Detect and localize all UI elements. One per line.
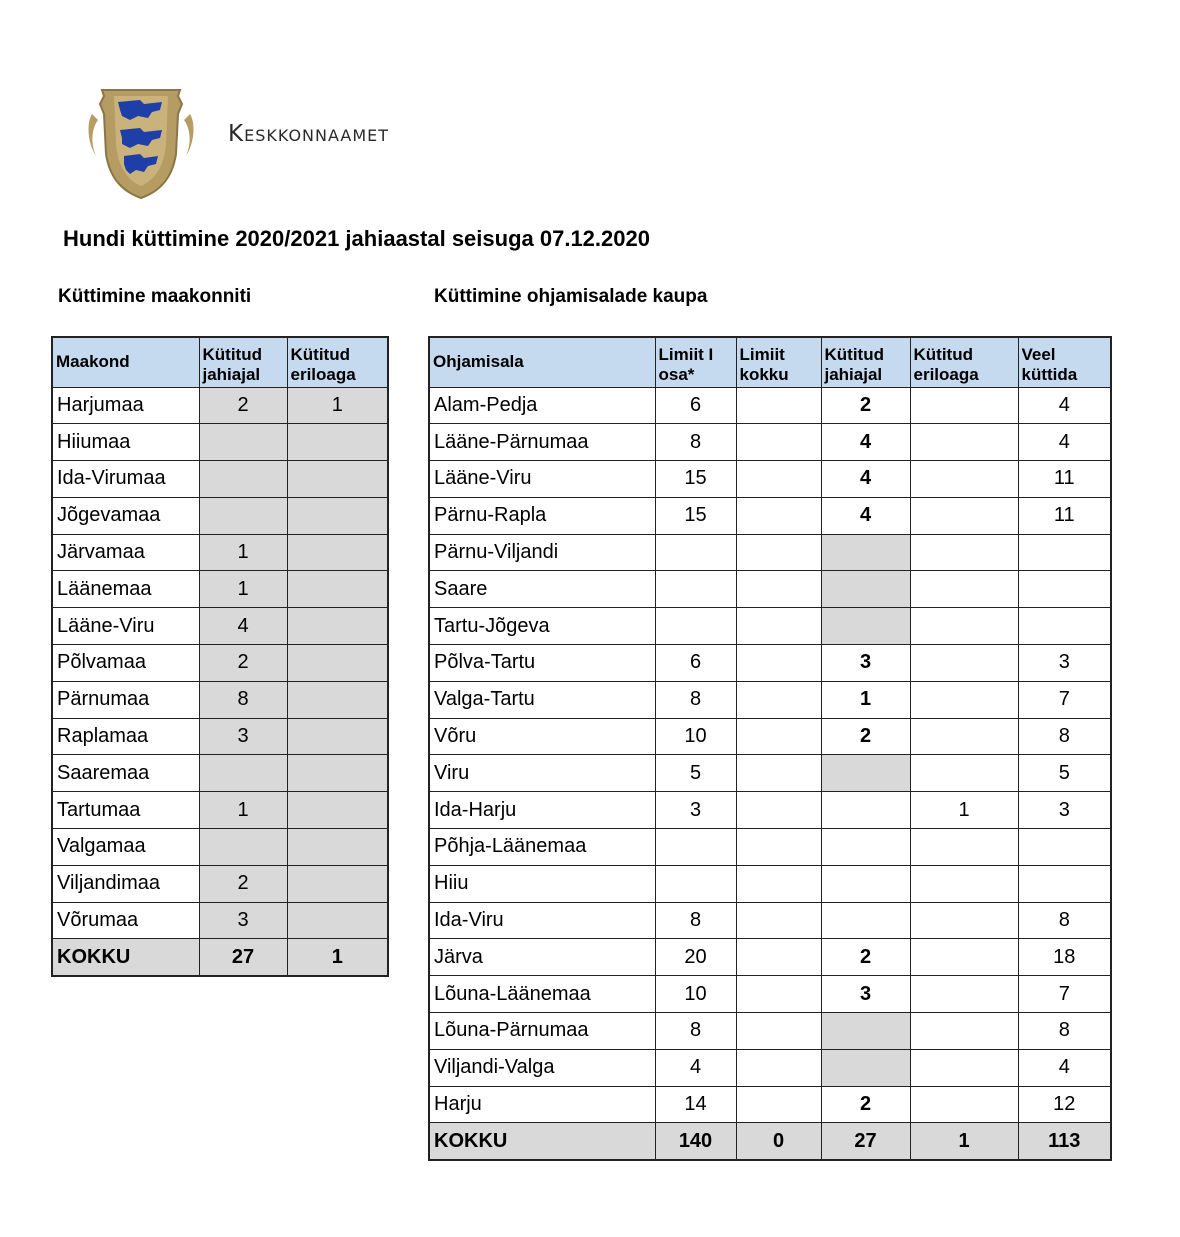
limit-total-cell xyxy=(736,902,821,939)
hunted-season-cell: 3 xyxy=(821,645,910,682)
remaining-cell: 18 xyxy=(1018,939,1111,976)
limit-total-cell xyxy=(736,461,821,498)
hunted-permit-cell xyxy=(287,718,388,755)
hunted-permit-cell xyxy=(910,645,1018,682)
column-header: Limiit I osa* xyxy=(655,337,736,387)
column-header: Limiit kokku xyxy=(736,337,821,387)
table-row xyxy=(52,902,388,939)
table-row xyxy=(52,461,388,498)
limit-part1-cell: 3 xyxy=(655,792,736,829)
table-row xyxy=(429,645,1111,682)
hunted-permit-cell xyxy=(910,534,1018,571)
total-hunted-season: 27 xyxy=(821,1123,910,1160)
remaining-cell: 7 xyxy=(1018,681,1111,718)
limit-part1-cell: 6 xyxy=(655,387,736,424)
hunted-season-cell: 3 xyxy=(199,718,287,755)
hunted-permit-cell xyxy=(287,792,388,829)
table-row xyxy=(429,939,1111,976)
hunted-permit-cell xyxy=(910,718,1018,755)
remaining-cell xyxy=(1018,829,1111,866)
hunted-season-cell xyxy=(821,608,910,645)
table-row xyxy=(429,865,1111,902)
remaining-cell xyxy=(1018,608,1111,645)
hunted-permit-cell xyxy=(287,424,388,461)
zone-name-cell: Järva xyxy=(429,939,655,976)
hunted-permit-cell: 1 xyxy=(287,387,388,424)
hunted-permit-cell xyxy=(910,939,1018,976)
table-row xyxy=(429,902,1111,939)
table-row xyxy=(429,608,1111,645)
county-section-title: Küttimine maakonniti xyxy=(58,286,252,307)
hunted-permit-cell xyxy=(910,608,1018,645)
limit-total-cell xyxy=(736,1086,821,1123)
limit-part1-cell: 6 xyxy=(655,645,736,682)
remaining-cell: 4 xyxy=(1018,424,1111,461)
hunted-permit-cell xyxy=(287,755,388,792)
remaining-cell: 5 xyxy=(1018,755,1111,792)
hunted-season-cell: 2 xyxy=(199,865,287,902)
hunted-season-cell xyxy=(821,1049,910,1086)
table-row xyxy=(429,792,1111,829)
county-name-cell: Viljandimaa xyxy=(52,865,199,902)
table-row xyxy=(429,534,1111,571)
zone-name-cell: Tartu-Jõgeva xyxy=(429,608,655,645)
hunted-permit-cell xyxy=(910,1013,1018,1050)
county-name-cell: Pärnumaa xyxy=(52,681,199,718)
hunted-season-cell: 1 xyxy=(199,571,287,608)
hunted-permit-cell xyxy=(287,865,388,902)
hunted-season-cell xyxy=(199,461,287,498)
county-table xyxy=(51,336,389,977)
limit-total-cell xyxy=(736,387,821,424)
table-row xyxy=(52,387,388,424)
remaining-cell: 4 xyxy=(1018,1049,1111,1086)
hunted-permit-cell xyxy=(287,461,388,498)
limit-part1-cell xyxy=(655,865,736,902)
zone-name-cell: Hiiu xyxy=(429,865,655,902)
county-name-cell: Põlvamaa xyxy=(52,645,199,682)
limit-total-cell xyxy=(736,534,821,571)
table-row xyxy=(429,718,1111,755)
hunted-permit-cell xyxy=(910,461,1018,498)
hunted-season-cell: 1 xyxy=(821,681,910,718)
hunted-season-cell xyxy=(821,571,910,608)
limit-part1-cell: 15 xyxy=(655,461,736,498)
hunted-season-cell: 2 xyxy=(821,1086,910,1123)
total-limit-part1: 140 xyxy=(655,1123,736,1160)
zone-name-cell: Pärnu-Viljandi xyxy=(429,534,655,571)
county-name-cell: Tartumaa xyxy=(52,792,199,829)
zone-name-cell: Saare xyxy=(429,571,655,608)
zone-name-cell: Alam-Pedja xyxy=(429,387,655,424)
table-row xyxy=(52,792,388,829)
county-name-cell: Läänemaa xyxy=(52,571,199,608)
zone-name-cell: Viru xyxy=(429,755,655,792)
column-header: Kütitud eriloaga xyxy=(910,337,1018,387)
hunted-season-cell xyxy=(821,902,910,939)
limit-total-cell xyxy=(736,865,821,902)
limit-part1-cell xyxy=(655,829,736,866)
table-row xyxy=(429,424,1111,461)
zone-name-cell: Viljandi-Valga xyxy=(429,1049,655,1086)
remaining-cell xyxy=(1018,571,1111,608)
zone-name-cell: Ida-Harju xyxy=(429,792,655,829)
table-row xyxy=(52,718,388,755)
limit-total-cell xyxy=(736,829,821,866)
county-name-cell: Raplamaa xyxy=(52,718,199,755)
table-row xyxy=(429,829,1111,866)
org-name: Keskkonnaamet xyxy=(228,121,390,147)
total-hunted-permit: 1 xyxy=(287,939,388,976)
limit-part1-cell: 8 xyxy=(655,902,736,939)
table-row xyxy=(52,497,388,534)
limit-part1-cell: 8 xyxy=(655,424,736,461)
hunted-season-cell xyxy=(821,792,910,829)
hunted-permit-cell xyxy=(287,902,388,939)
county-name-cell: Saaremaa xyxy=(52,755,199,792)
total-row xyxy=(52,939,388,976)
limit-total-cell xyxy=(736,681,821,718)
limit-part1-cell: 20 xyxy=(655,939,736,976)
hunted-season-cell xyxy=(821,829,910,866)
hunted-permit-cell xyxy=(287,608,388,645)
hunted-season-cell: 1 xyxy=(199,792,287,829)
table-row xyxy=(429,461,1111,498)
hunted-season-cell: 2 xyxy=(821,718,910,755)
table-row xyxy=(52,865,388,902)
limit-total-cell xyxy=(736,424,821,461)
zone-name-cell: Põhja-Läänemaa xyxy=(429,829,655,866)
hunted-season-cell: 3 xyxy=(821,976,910,1013)
table-row xyxy=(52,424,388,461)
remaining-cell: 11 xyxy=(1018,461,1111,498)
limit-total-cell xyxy=(736,792,821,829)
column-header: Veel küttida xyxy=(1018,337,1111,387)
county-name-cell: Järvamaa xyxy=(52,534,199,571)
table-row xyxy=(429,681,1111,718)
limit-part1-cell: 10 xyxy=(655,718,736,755)
limit-part1-cell: 10 xyxy=(655,976,736,1013)
zone-name-cell: Lääne-Pärnumaa xyxy=(429,424,655,461)
hunted-permit-cell xyxy=(910,497,1018,534)
zone-table xyxy=(428,336,1112,1161)
estonian-coat-of-arms-icon xyxy=(82,84,200,202)
limit-part1-cell: 8 xyxy=(655,681,736,718)
limit-total-cell xyxy=(736,1049,821,1086)
hunted-season-cell: 2 xyxy=(199,645,287,682)
hunted-season-cell xyxy=(199,829,287,866)
total-hunted-season: 27 xyxy=(199,939,287,976)
zone-name-cell: Lõuna-Pärnumaa xyxy=(429,1013,655,1050)
column-header: Maakond xyxy=(52,337,199,387)
hunted-permit-cell xyxy=(287,645,388,682)
limit-total-cell xyxy=(736,939,821,976)
remaining-cell: 8 xyxy=(1018,902,1111,939)
limit-total-cell xyxy=(736,645,821,682)
limit-part1-cell xyxy=(655,608,736,645)
table-row xyxy=(52,571,388,608)
hunted-permit-cell xyxy=(910,865,1018,902)
hunted-permit-cell xyxy=(287,534,388,571)
table-row xyxy=(429,387,1111,424)
hunted-permit-cell xyxy=(910,976,1018,1013)
table-row xyxy=(52,534,388,571)
table-row xyxy=(52,608,388,645)
hunted-permit-cell xyxy=(287,681,388,718)
hunted-permit-cell xyxy=(910,902,1018,939)
limit-total-cell xyxy=(736,755,821,792)
page-title: Hundi küttimine 2020/2021 jahiaastal seisuga 07.12.2020 xyxy=(63,226,650,251)
hunted-permit-cell xyxy=(287,571,388,608)
limit-total-cell xyxy=(736,1013,821,1050)
limit-total-cell xyxy=(736,497,821,534)
total-limit-total: 0 xyxy=(736,1123,821,1160)
column-header: Kütitud jahiajal xyxy=(199,337,287,387)
hunted-permit-cell xyxy=(910,755,1018,792)
column-header: Kütitud eriloaga xyxy=(287,337,388,387)
hunted-season-cell: 8 xyxy=(199,681,287,718)
hunted-season-cell xyxy=(199,424,287,461)
remaining-cell: 3 xyxy=(1018,645,1111,682)
total-remaining: 113 xyxy=(1018,1123,1111,1160)
hunted-season-cell xyxy=(199,755,287,792)
limit-part1-cell xyxy=(655,534,736,571)
limit-part1-cell: 4 xyxy=(655,1049,736,1086)
limit-part1-cell: 14 xyxy=(655,1086,736,1123)
county-name-cell: Jõgevamaa xyxy=(52,497,199,534)
limit-part1-cell: 15 xyxy=(655,497,736,534)
table-row xyxy=(52,645,388,682)
hunted-season-cell: 4 xyxy=(821,424,910,461)
remaining-cell xyxy=(1018,534,1111,571)
remaining-cell: 8 xyxy=(1018,718,1111,755)
remaining-cell: 3 xyxy=(1018,792,1111,829)
hunted-season-cell xyxy=(821,865,910,902)
limit-total-cell xyxy=(736,571,821,608)
total-row xyxy=(429,1123,1111,1160)
table-row xyxy=(429,1049,1111,1086)
table-row xyxy=(429,1013,1111,1050)
zone-name-cell: Lõuna-Läänemaa xyxy=(429,976,655,1013)
zone-name-cell: Põlva-Tartu xyxy=(429,645,655,682)
column-header: Kütitud jahiajal xyxy=(821,337,910,387)
county-name-cell: Harjumaa xyxy=(52,387,199,424)
zone-section-title: Küttimine ohjamisalade kaupa xyxy=(434,286,708,307)
remaining-cell: 11 xyxy=(1018,497,1111,534)
hunted-permit-cell xyxy=(287,497,388,534)
limit-part1-cell: 8 xyxy=(655,1013,736,1050)
table-row xyxy=(52,681,388,718)
hunted-season-cell xyxy=(821,534,910,571)
county-name-cell: Valgamaa xyxy=(52,829,199,866)
zone-name-cell: Lääne-Viru xyxy=(429,461,655,498)
limit-total-cell xyxy=(736,718,821,755)
hunted-permit-cell xyxy=(910,424,1018,461)
hunted-permit-cell xyxy=(910,681,1018,718)
hunted-permit-cell xyxy=(910,1086,1018,1123)
county-name-cell: Hiiumaa xyxy=(52,424,199,461)
hunted-season-cell xyxy=(821,1013,910,1050)
hunted-season-cell: 3 xyxy=(199,902,287,939)
column-header: Ohjamisala xyxy=(429,337,655,387)
limit-total-cell xyxy=(736,976,821,1013)
remaining-cell xyxy=(1018,865,1111,902)
table-row xyxy=(429,1086,1111,1123)
table-row xyxy=(429,976,1111,1013)
hunted-season-cell: 4 xyxy=(821,461,910,498)
county-header-row xyxy=(52,337,388,387)
county-name-cell: Ida-Virumaa xyxy=(52,461,199,498)
table-row xyxy=(429,571,1111,608)
hunted-season-cell: 2 xyxy=(821,939,910,976)
remaining-cell: 7 xyxy=(1018,976,1111,1013)
hunted-season-cell: 1 xyxy=(199,534,287,571)
table-row xyxy=(429,755,1111,792)
hunted-season-cell xyxy=(821,755,910,792)
remaining-cell: 4 xyxy=(1018,387,1111,424)
remaining-cell: 8 xyxy=(1018,1013,1111,1050)
hunted-season-cell: 2 xyxy=(199,387,287,424)
limit-part1-cell xyxy=(655,571,736,608)
zone-name-cell: Pärnu-Rapla xyxy=(429,497,655,534)
zone-header-row xyxy=(429,337,1111,387)
zone-name-cell: Valga-Tartu xyxy=(429,681,655,718)
total-hunted-permit: 1 xyxy=(910,1123,1018,1160)
zone-name-cell: Ida-Viru xyxy=(429,902,655,939)
hunted-season-cell xyxy=(199,497,287,534)
hunted-season-cell: 4 xyxy=(821,497,910,534)
remaining-cell: 12 xyxy=(1018,1086,1111,1123)
total-label: KOKKU xyxy=(429,1123,655,1160)
total-label: KOKKU xyxy=(52,939,199,976)
hunted-permit-cell: 1 xyxy=(910,792,1018,829)
table-row xyxy=(52,755,388,792)
hunted-season-cell: 2 xyxy=(821,387,910,424)
hunted-permit-cell xyxy=(287,829,388,866)
limit-total-cell xyxy=(736,608,821,645)
zone-name-cell: Võru xyxy=(429,718,655,755)
hunted-permit-cell xyxy=(910,1049,1018,1086)
limit-part1-cell: 5 xyxy=(655,755,736,792)
zone-name-cell: Harju xyxy=(429,1086,655,1123)
hunted-permit-cell xyxy=(910,387,1018,424)
table-row xyxy=(429,497,1111,534)
county-name-cell: Võrumaa xyxy=(52,902,199,939)
table-row xyxy=(52,829,388,866)
hunted-season-cell: 4 xyxy=(199,608,287,645)
hunted-permit-cell xyxy=(910,829,1018,866)
county-name-cell: Lääne-Viru xyxy=(52,608,199,645)
hunted-permit-cell xyxy=(910,571,1018,608)
